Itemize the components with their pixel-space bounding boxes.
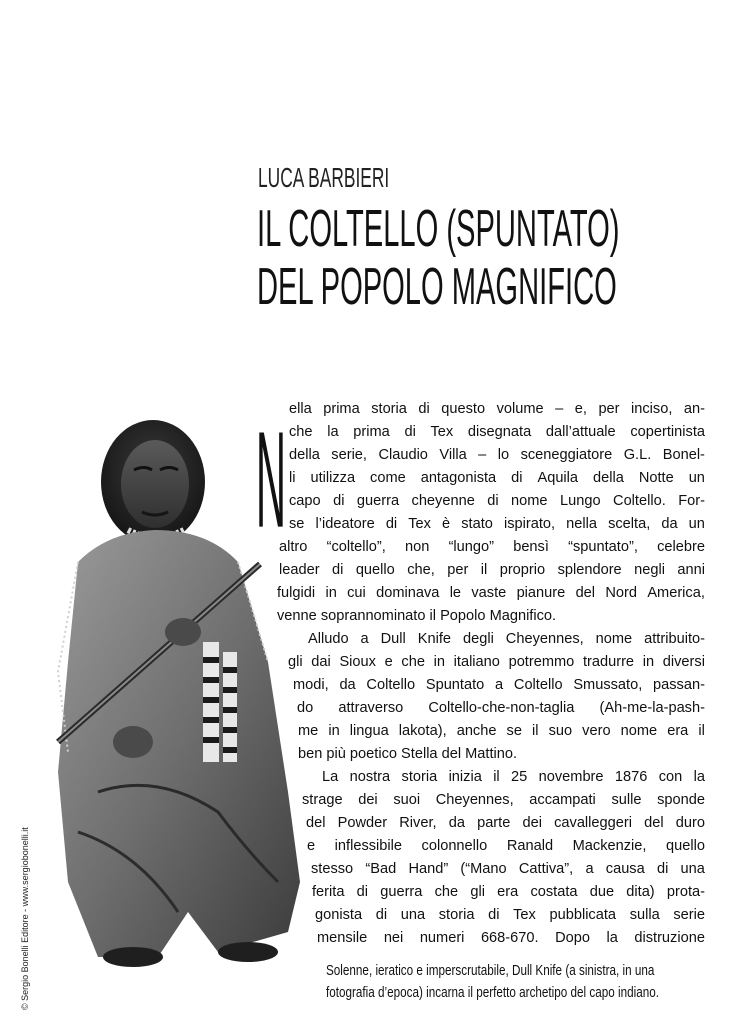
text-line: fulgidi in cui dominava le vaste pianure del Nord America,	[277, 585, 705, 601]
text-line: leader di quello che, per il proprio splendore negli anni	[279, 562, 705, 578]
text-line: stesso “Bad Hand” (“Mano Cattiva”, a causa di una	[311, 861, 705, 877]
text-line: se l’ideatore di Tex è stato ispirato, nella scelta, da un	[289, 516, 705, 532]
robe-shape	[58, 530, 300, 957]
text-line: che la prima di Tex disegnata dall’attuale copertinista	[289, 424, 705, 440]
historical-photo	[38, 412, 328, 972]
drop-cap-letter: N	[256, 403, 286, 528]
text-line: do attraverso Coltello-che-non-taglia (Ah-me-la-pash-	[297, 700, 705, 716]
text-line: altro “coltello”, non “lungo” bensì “spuntato”, celebre	[279, 539, 705, 555]
title-line-2: DEL POPOLO MAGNIFICO	[257, 258, 617, 316]
photo-caption	[326, 960, 659, 1004]
text-line: strage dei suoi Cheyennes, accampati sulle sponde	[302, 792, 705, 808]
text-line: mensile nei numeri 668-670. Dopo la distruzione	[317, 930, 705, 946]
copyright-credit: © Sergio Bonelli Editore - www.sergiobonelli.it	[20, 827, 30, 1010]
text-line: li utilizza come antagonista di Aquila della Notte un	[289, 470, 705, 486]
text-line: ella prima storia di questo volume – e, per inciso, an-	[289, 401, 705, 417]
text-line: gli dai Sioux e che in italiano potremmo tradurre in diversi	[288, 654, 705, 670]
text-line: La nostra storia inizia il 25 novembre 1876 con la	[322, 769, 705, 785]
article-title	[257, 200, 619, 316]
title-line-1: IL COLTELLO (SPUNTATO)	[257, 200, 620, 258]
text-line: venne soprannominato il Popolo Magnifico.	[277, 608, 557, 624]
text-line: modi, da Coltello Spuntato a Coltello Smussato, passan-	[293, 677, 705, 693]
caption-line-1: Solenne, ieratico e imperscrutabile, Dull Knife (a sinistra, in una	[326, 962, 655, 979]
text-line: del Powder River, da parte dei cavalleggeri del duro	[306, 815, 705, 831]
author-name: LUCA BARBIERI	[258, 162, 390, 193]
text-line: capo di guerra cheyenne di nome Lungo Coltello. For-	[289, 493, 705, 509]
text-line: e inflessibile colonnello Ranald Mackenzie, quello	[307, 838, 705, 854]
text-line: ferita di guerra che gli era costata due dita) prota-	[312, 884, 705, 900]
caption-line-2: fotografia d’epoca) incarna il perfetto archetipo del capo indiano.	[326, 984, 660, 1001]
text-line: ben più poetico Stella del Mattino.	[298, 746, 518, 762]
text-line: gonista di una storia di Tex pubblicata sulla serie	[315, 907, 705, 923]
text-line: Alludo a Dull Knife degli Cheyennes, nome attribuito-	[308, 631, 705, 647]
text-line: me in lingua lakota), anche se il suo vero nome era il	[298, 723, 705, 739]
text-line: della serie, Claudio Villa – lo sceneggiatore G.L. Bonel-	[289, 447, 705, 463]
